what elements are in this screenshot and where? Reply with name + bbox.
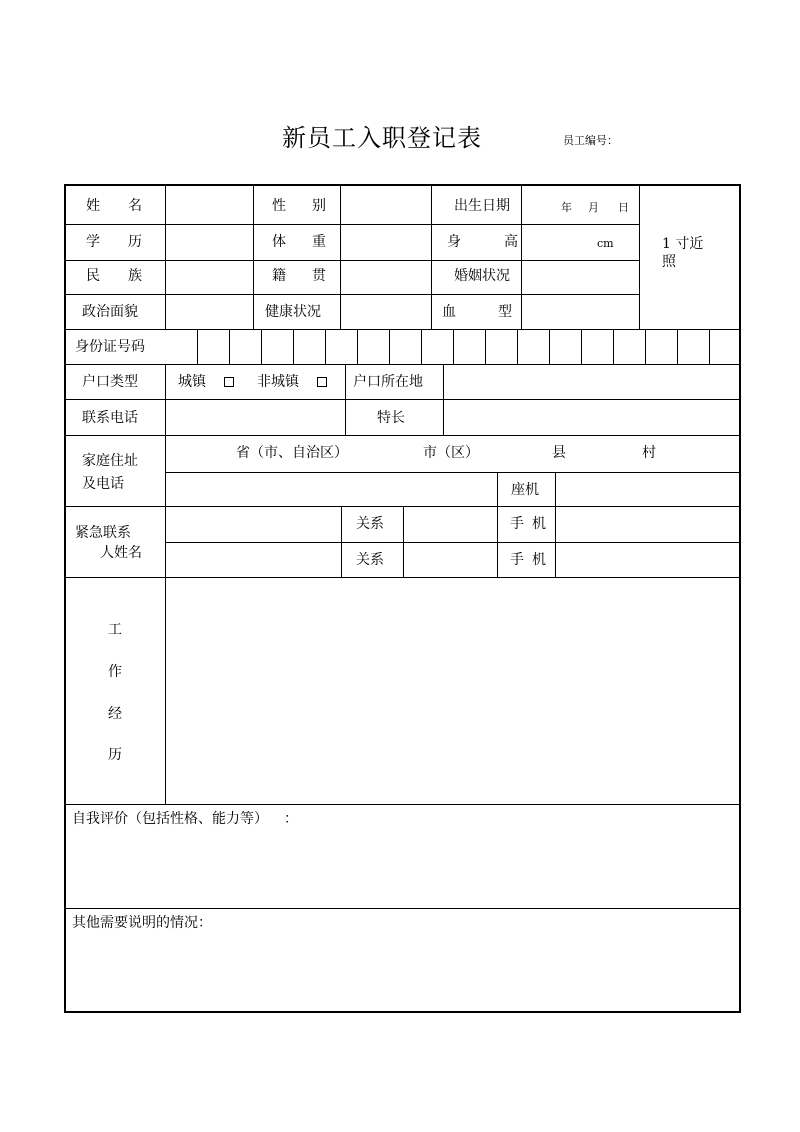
other-notes-label: 其他需要说明的情况： (72, 915, 212, 931)
urban-option-label: 城镇 (178, 374, 206, 390)
health-status-label: 健康状况 (265, 304, 321, 320)
photo-box[interactable] (640, 186, 739, 329)
col-divider (431, 186, 432, 329)
landline-label: 座机 (511, 482, 539, 498)
address-county: 县 (552, 445, 566, 461)
emergency-name-field-1[interactable] (166, 507, 341, 542)
id-number-label: 身份证号码 (75, 339, 145, 355)
address-label-line1: 家庭住址 (82, 453, 138, 469)
other-notes-textarea[interactable] (66, 936, 739, 1011)
mobile-label-1a: 手 (510, 516, 524, 532)
birth-date-label: 出生日期 (454, 198, 510, 214)
self-evaluation-label: 自我评价（包括性格、能力等） (72, 811, 268, 827)
marital-status-label: 婚姻状况 (454, 268, 510, 284)
self-evaluation-textarea[interactable] (66, 832, 739, 908)
work-history-char-4: 历 (108, 747, 122, 763)
mobile-label-2a: 手 (510, 552, 524, 568)
weight-field[interactable] (341, 225, 431, 260)
specialty-field[interactable] (444, 400, 739, 435)
row-divider (66, 804, 739, 805)
birth-year-label: 年 (561, 201, 572, 214)
emergency-label-line2: 人姓名 (100, 545, 142, 561)
birth-month-label: 月 (588, 201, 599, 214)
work-history-textarea[interactable] (166, 578, 739, 804)
household-type-label: 户口类型 (82, 374, 138, 390)
birth-day-label: 日 (618, 201, 629, 214)
name-field[interactable] (166, 186, 253, 224)
height-field[interactable] (522, 225, 639, 260)
height-label-a: 身 (447, 234, 461, 250)
work-history-char-1: 工 (108, 622, 122, 638)
marital-status-field[interactable] (522, 261, 639, 294)
ethnicity-label-b: 族 (128, 268, 142, 284)
gender-field[interactable] (341, 186, 431, 224)
phone-field[interactable] (166, 400, 345, 435)
political-status-label: 政治面貌 (82, 304, 138, 320)
address-city: 市（区） (423, 445, 479, 461)
name-label-a: 姓 (86, 198, 100, 214)
specialty-label: 特长 (377, 410, 405, 426)
education-field[interactable] (166, 225, 253, 260)
health-status-field[interactable] (341, 295, 431, 329)
self-evaluation-colon: ： (284, 811, 298, 827)
emergency-label-line1: 紧急联系 (75, 525, 131, 541)
native-place-label-a: 籍 (272, 268, 286, 284)
education-label-a: 学 (86, 234, 100, 250)
landline-field[interactable] (556, 473, 739, 506)
blood-type-label-b: 型 (498, 304, 512, 320)
employee-number-label: 员工编号： (563, 134, 618, 147)
relation-field-1[interactable] (404, 507, 497, 542)
work-history-char-3: 经 (108, 706, 122, 722)
photo-label-line1: 1 寸近 (662, 236, 704, 252)
gender-label-b: 别 (312, 198, 326, 214)
mobile-field-2[interactable] (556, 543, 739, 577)
height-label-b: 高 (504, 234, 518, 250)
blood-type-field[interactable] (522, 295, 639, 329)
blood-type-label-a: 血 (442, 304, 456, 320)
name-label-b: 名 (128, 198, 142, 214)
mobile-label-2b: 机 (532, 552, 546, 568)
education-label-b: 历 (128, 234, 142, 250)
ethnicity-field[interactable] (166, 261, 253, 294)
address-province: 省（市、自治区） (236, 445, 348, 461)
non-urban-option-label: 非城镇 (257, 374, 299, 390)
col-divider (341, 506, 342, 577)
native-place-field[interactable] (341, 261, 431, 294)
address-village: 村 (642, 445, 656, 461)
gender-label-a: 性 (272, 198, 286, 214)
col-divider (497, 506, 498, 577)
urban-checkbox[interactable] (224, 377, 234, 387)
work-history-char-2: 作 (108, 664, 122, 680)
household-location-field[interactable] (444, 365, 739, 399)
political-status-field[interactable] (166, 295, 253, 329)
relation-label-1: 关系 (356, 516, 384, 532)
relation-label-2: 关系 (356, 552, 384, 568)
col-divider (253, 186, 254, 329)
col-divider (497, 472, 498, 506)
weight-label-a: 体 (272, 234, 286, 250)
address-label-line2: 及电话 (82, 476, 124, 492)
native-place-label-b: 贯 (312, 268, 326, 284)
ethnicity-label-a: 民 (86, 268, 100, 284)
row-divider (66, 908, 739, 909)
page-title: 新员工入职登记表 (282, 124, 482, 152)
col-divider (345, 364, 346, 435)
relation-field-2[interactable] (404, 543, 497, 577)
registration-form-table (64, 184, 741, 1013)
phone-label: 联系电话 (82, 410, 138, 426)
emergency-name-field-2[interactable] (166, 543, 341, 577)
non-urban-checkbox[interactable] (317, 377, 327, 387)
id-number-input[interactable] (166, 330, 739, 364)
mobile-label-1b: 机 (532, 516, 546, 532)
mobile-field-1[interactable] (556, 507, 739, 542)
height-unit: cm (597, 237, 614, 250)
photo-label-line2: 照 (662, 254, 676, 270)
household-location-label: 户口所在地 (353, 374, 423, 390)
weight-label-b: 重 (312, 234, 326, 250)
address-field[interactable] (166, 436, 739, 472)
address-detail-field[interactable] (166, 473, 497, 506)
